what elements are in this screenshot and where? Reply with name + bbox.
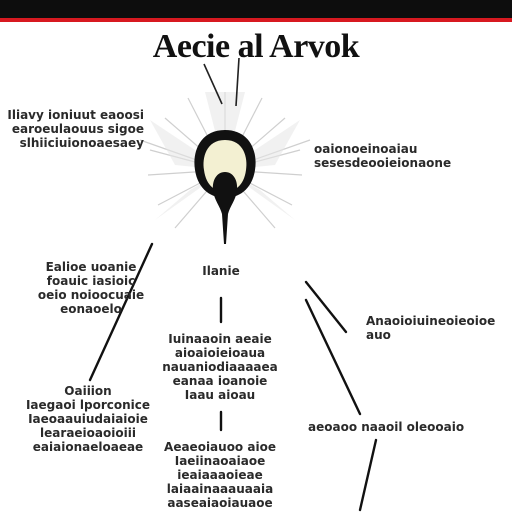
- label-center: Ilanie: [202, 264, 240, 278]
- diagram-title: Aecie al Arvok: [152, 28, 360, 65]
- label-bottom-left: Oaiiion Iaegaoi lporconice Iaeoaauiudaiaioie learaeioaoioiii eaiaionaeloaeae: [25, 384, 151, 454]
- label-bottom-right: aeoaoo naaoil oleooaio: [308, 420, 465, 434]
- label-top-left: Iliavy ioniuut eaoosi earoeulaouus sigoe slhiiciuionoaesaey: [7, 108, 144, 150]
- bulb-icon: [194, 130, 255, 244]
- label-bottom-center-lower: Aeaeoiauoo aioe Iaeiinaoaiaoe ieaiaaaoieae laiaainaaauaaia aaseaiaoiauaoe: [164, 440, 276, 510]
- label-mid-left: Ealioe uoanie foauic iasioic oeio noioocuaie eonaoelo: [37, 260, 145, 316]
- label-top-right: oaionoeinoaiau sesesdeooieionaone: [314, 142, 452, 170]
- label-mid-right: Anaoioiuineoieoioe auo: [366, 314, 496, 342]
- label-bottom-center-upper: Iuinaaoin aeaie aioaioieioaua nauaniodiaaaaea eanaa ioanoie Iaau aioau: [162, 332, 278, 402]
